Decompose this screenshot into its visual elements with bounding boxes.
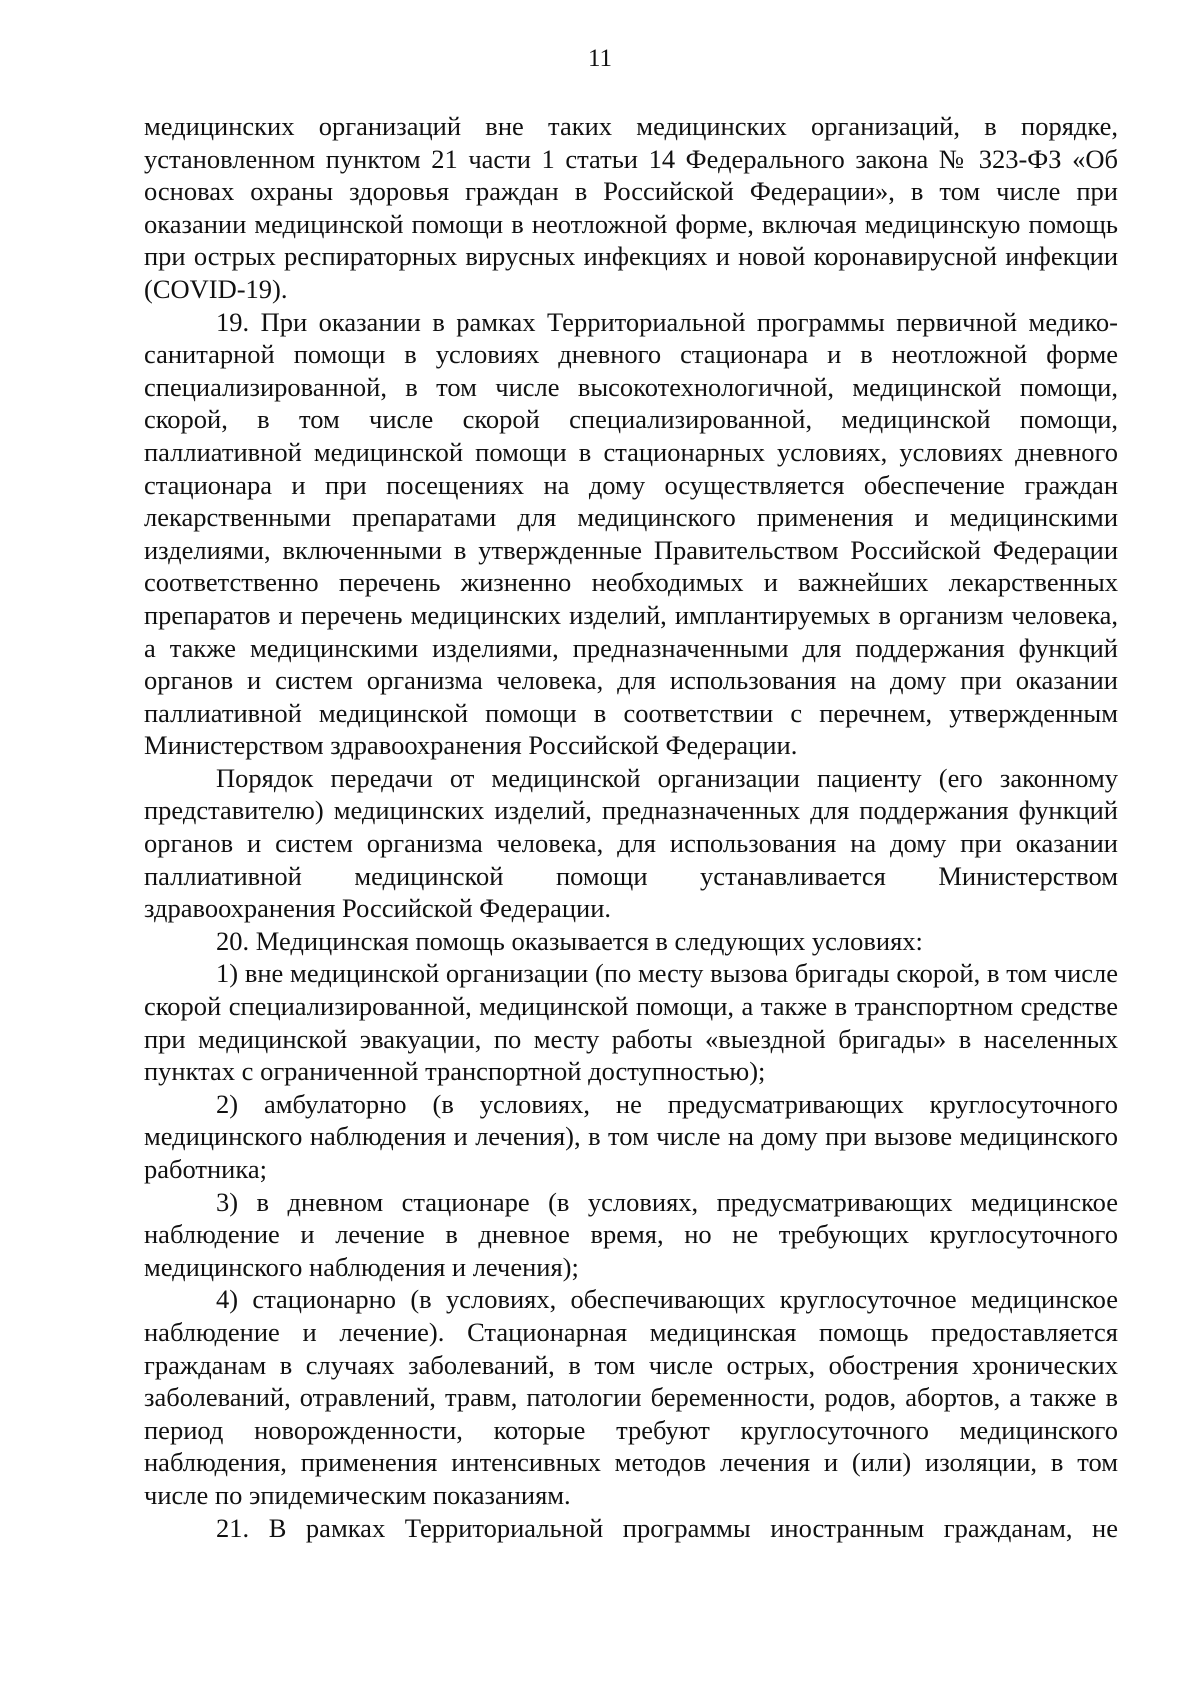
paragraph-clause-20: 20. Медицинская помощь оказывается в следующих условиях: <box>216 925 923 956</box>
paragraph-clause-21-start: 21. В рамках Территориальной программы иностранным гражданам, не <box>216 1512 1118 1543</box>
document-body <box>144 110 1118 1544</box>
paragraph-condition-4: 4) стационарно (в условиях, обеспечивающих круглосуточное медицинское наблюдение и лечение). Стационарная медицинская помощь предоставляется гражданам в случаях заболеваний, в том числе острых, обострения хронических заболеваний, отравлений, травм, патологии беременности, родов, абортов, а также в период новорожденности, которые требуют круглосуточного медицинского наблюдения, применения интенсивных методов лечения и (или) изоляции, в том числе по эпидемическим показаниям. <box>144 1284 1118 1510</box>
paragraph-clause-19: 19. При оказании в рамках Территориальной программы первичной медико-санитарной помощи в условиях дневного стационара и в неотложной форме специализированной, в том числе высокотехнологичной, медицинской помощи, скорой, в том числе скорой специализированной, медицинской помощи, паллиативной медицинской помощи в стационарных условиях, условиях дневного стационара и при посещениях на дому осуществляется обеспечение граждан лекарственными препаратами для медицинского применения и медицинскими изделиями, включенными в утвержденные Правительством Российской Федерации соответственно перечень жизненно необходимых и важнейших лекарственных препаратов и перечень медицинских изделий, имплантируемых в организм человека, а также медицинскими изделиями, предназначенными для поддержания функций органов и систем организма человека, для использования на дому при оказании паллиативной медицинской помощи в соответствии с перечнем, утвержденным Министерством здравоохранения Российской Федерации. <box>144 306 1118 761</box>
paragraph-condition-3: 3) в дневном стационаре (в условиях, предусматривающих медицинское наблюдение и лечение в дневное время, но не требующих круглосуточного медицинского наблюдения и лечения); <box>144 1186 1118 1282</box>
paragraph-condition-2: 2) амбулаторно (в условиях, не предусматривающих круглосуточного медицинского наблюдения и лечения), в том числе на дому при вызове медицинского работника; <box>144 1088 1118 1184</box>
paragraph-transfer-procedure: Порядок передачи от медицинской организации пациенту (его законному представителю) медицинских изделий, предназначенных для поддержания функций органов и систем организма человека, для использования на дому при оказании паллиативной медицинской помощи устанавливается Министерством здравоохранения Российской Федерации. <box>144 762 1118 924</box>
paragraph-intro-continuation: медицинских организаций вне таких медицинских организаций, в порядке, установленном пунктом 21 части 1 статьи 14 Федерального закона № 323-ФЗ «Об основах охраны здоровья граждан в Российской Федерации», в том числе при оказании медицинской помощи в неотложной форме, включая медицинскую помощь при острых респираторных вирусных инфекциях и новой коронавирусной инфекции (COVID-19). <box>144 111 1118 304</box>
page-number: 11 <box>587 45 613 72</box>
paragraph-condition-1: 1) вне медицинской организации (по месту вызова бригады скорой, в том числе скорой специализированной, медицинской помощи, а также в транспортном средстве при медицинской эвакуации, по месту работы «выездной бригады» в населенных пунктах с ограниченной транспортной доступностью); <box>144 958 1118 1087</box>
